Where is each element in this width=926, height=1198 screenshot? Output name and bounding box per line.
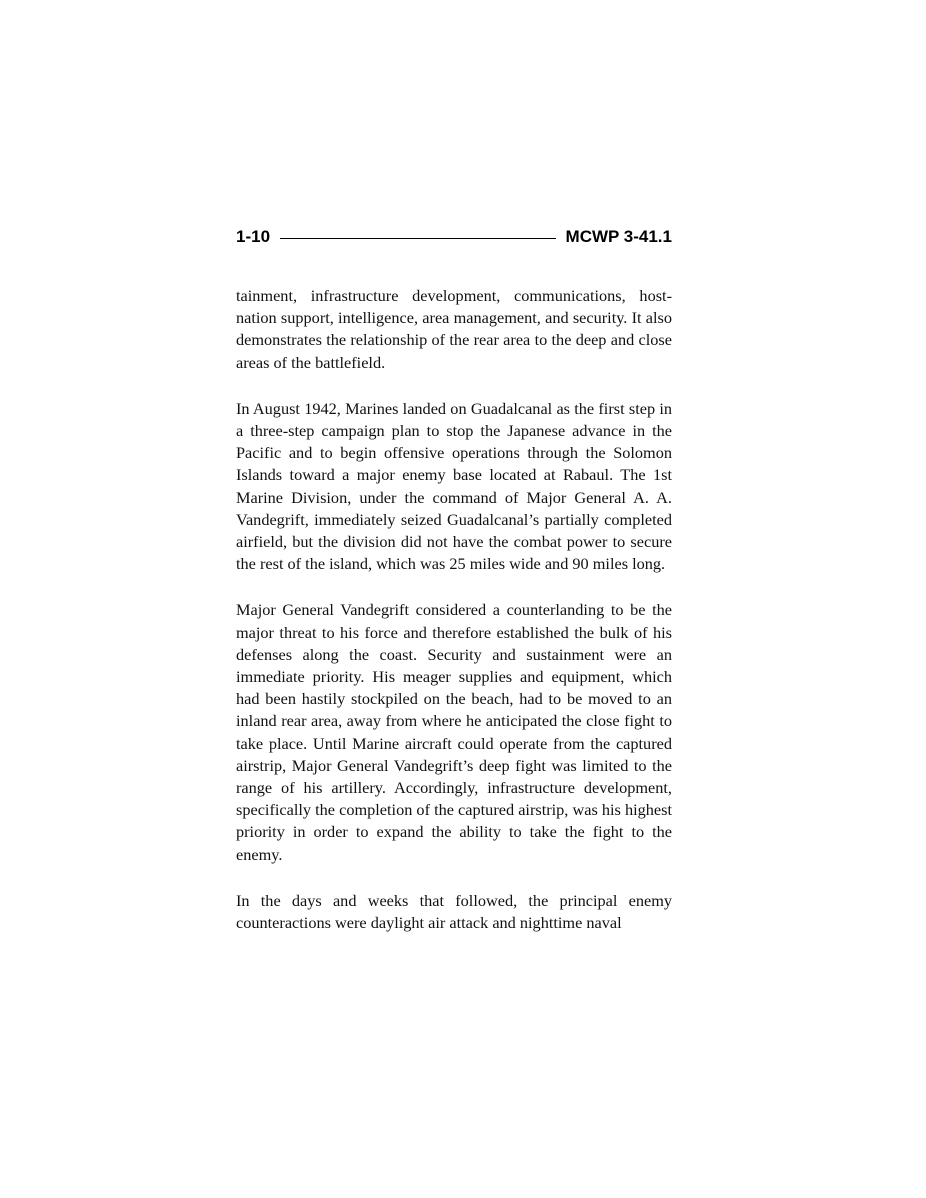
header-rule <box>280 238 556 239</box>
paragraph-1: tainment, infrastructure development, communications, host-nation support, intelligence, area management, and security. It also demonstrates the relationship of the rear area to the deep and close areas of the battlefield. <box>236 286 672 372</box>
body-text <box>236 285 672 934</box>
publication-id: MCWP 3-41.1 <box>565 227 672 246</box>
paragraph-2: In August 1942, Marines landed on Guadalcanal as the first step in a three-step campaign plan to stop the Japanese advance in the Pacific and to begin offensive operations through the Solomon Islands toward a major enemy base located at Rabaul. The 1st Marine Division, under the command of Major General A. A. Vandegrift, immediately seized Guadalcanal’s partially completed airfield, but the division did not have the combat power to secure the rest of the island, which was 25 miles wide and 90 miles long. <box>236 398 672 574</box>
page-header <box>236 226 672 248</box>
page-number: 1-10 <box>236 227 271 246</box>
paragraph-3: Major General Vandegrift considered a counterlanding to be the major threat to his force and therefore established the bulk of his defenses along the coast. Security and sustainment were an immediate priority. His meager supplies and equipment, which had been hastily stockpiled on the beach, had to be moved to an inland rear area, away from where he anticipated the close fight to take place. Until Marine aircraft could operate from the captured airstrip, Major General Vandegrift’s deep fight was limited to the range of his artillery. Accordingly, infrastructure development, specifically the completion of the captured airstrip, was his highest priority in order to expand the ability to take the fight to the enemy. <box>236 600 672 864</box>
paragraph-4: In the days and weeks that followed, the principal enemy counteractions were daylight air attack and nighttime naval <box>236 890 672 933</box>
